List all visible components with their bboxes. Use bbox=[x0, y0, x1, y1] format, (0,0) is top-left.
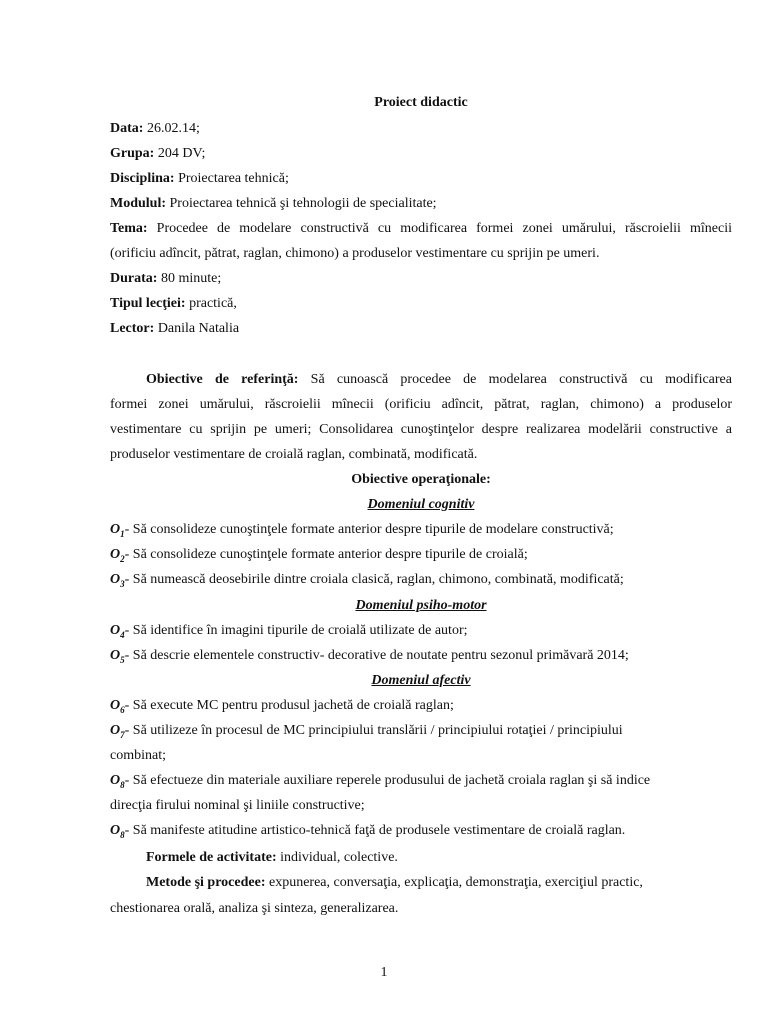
objective-o2: $O_2-$ Să consolideze cunoştinţele formate anterior despre tipurile de croială; bbox=[110, 547, 528, 564]
objective-o3: $O_3-$ Să numească deosebirile dintre croiala clasică, raglan, chimono, combinată, modificată; bbox=[110, 572, 624, 589]
objective-o7: $O_7-$ Să utilizeze în procesul de MC principiului translării / principiului rotaţiei / principiului bbox=[110, 723, 623, 740]
objectives-ref-line4: produselor vestimentare de croială raglan, combinată, modificată. bbox=[110, 447, 478, 462]
methods-line2: chestionarea orală, analiza şi sinteza, generalizarea. bbox=[110, 901, 399, 916]
objective-o7-cont: combinat; bbox=[110, 748, 166, 763]
field-disciplina: Disciplina: Proiectarea tehnică; bbox=[110, 171, 289, 186]
objectives-ref-line1: Obiective de referinţă: Să cunoască procedee de modelarea constructivă cu modificarea bbox=[146, 372, 732, 387]
field-tema: Tema: Procedee de modelare constructivă cu modificarea formei zonei umărului, răscroielii mînecii bbox=[110, 221, 732, 236]
domain-afectiv: Domeniul afectiv bbox=[371, 673, 471, 688]
objective-o1: $O_1-$ Să consolideze cunoştinţele formate anterior despre tipurile de modelare constructivă; bbox=[110, 522, 614, 539]
objective-o4: $O_4-$ Să identifice în imagini tipurile de croială utilizate de autor; bbox=[110, 623, 468, 640]
domain-cognitiv: Domeniul cognitiv bbox=[367, 497, 475, 512]
objective-o8: $O_8-$ Să efectueze din materiale auxiliare reperele produsului de jachetă croiala raglan şi să indice bbox=[110, 773, 651, 790]
objectives-ref-line2: formei zonei umărului, răscroielii mînecii (orificiu adîncit, pătrat, raglan, chimono) a produselor bbox=[110, 397, 732, 412]
field-modulul: Modulul: Proiectarea tehnică şi tehnologii de specialitate; bbox=[110, 196, 437, 211]
methods-line1: Metode şi procedee: expunerea, conversaţia, explicaţia, demonstraţia, exerciţiul practic, bbox=[146, 875, 643, 890]
activity-forms: Formele de activitate: individual, colective. bbox=[146, 850, 398, 865]
field-durata: Durata: 80 minute; bbox=[110, 271, 222, 286]
field-tema-cont: (orificiu adîncit, pătrat, raglan, chimono) a produselor vestimentare cu sprijin pe umeri. bbox=[110, 246, 600, 261]
objective-o6: $O_6-$ Să execute MC pentru produsul jachetă de croială raglan; bbox=[110, 698, 454, 715]
objective-o8b: $O_8-$ Să manifeste atitudine artistico-tehnică faţă de produsele vestimentare de croială raglan. bbox=[110, 823, 626, 840]
domain-psiho-motor: Domeniul psiho-motor bbox=[355, 598, 487, 613]
objective-o5: $O_5-$ Să descrie elementele constructiv- decorative de noutate pentru sezonul primăvară 2014; bbox=[110, 648, 629, 665]
field-grupa: Grupa: 204 DV; bbox=[110, 146, 206, 161]
operational-title: Obiective operaţionale: bbox=[351, 472, 491, 487]
field-data: Data: 26.02.14; bbox=[110, 121, 200, 136]
field-tipul: Tipul lecţiei: practică, bbox=[110, 296, 237, 311]
page-number: 1 bbox=[380, 965, 388, 980]
document-title: Proiect didactic bbox=[374, 95, 468, 110]
objective-o8-cont: direcţia firului nominal şi liniile constructive; bbox=[110, 798, 365, 813]
field-lector: Lector: Danila Natalia bbox=[110, 321, 240, 336]
objectives-ref-line3: vestimentare cu sprijin pe umeri; Consolidarea cunoştinţelor despre realizarea modelării constructive a bbox=[110, 422, 732, 437]
